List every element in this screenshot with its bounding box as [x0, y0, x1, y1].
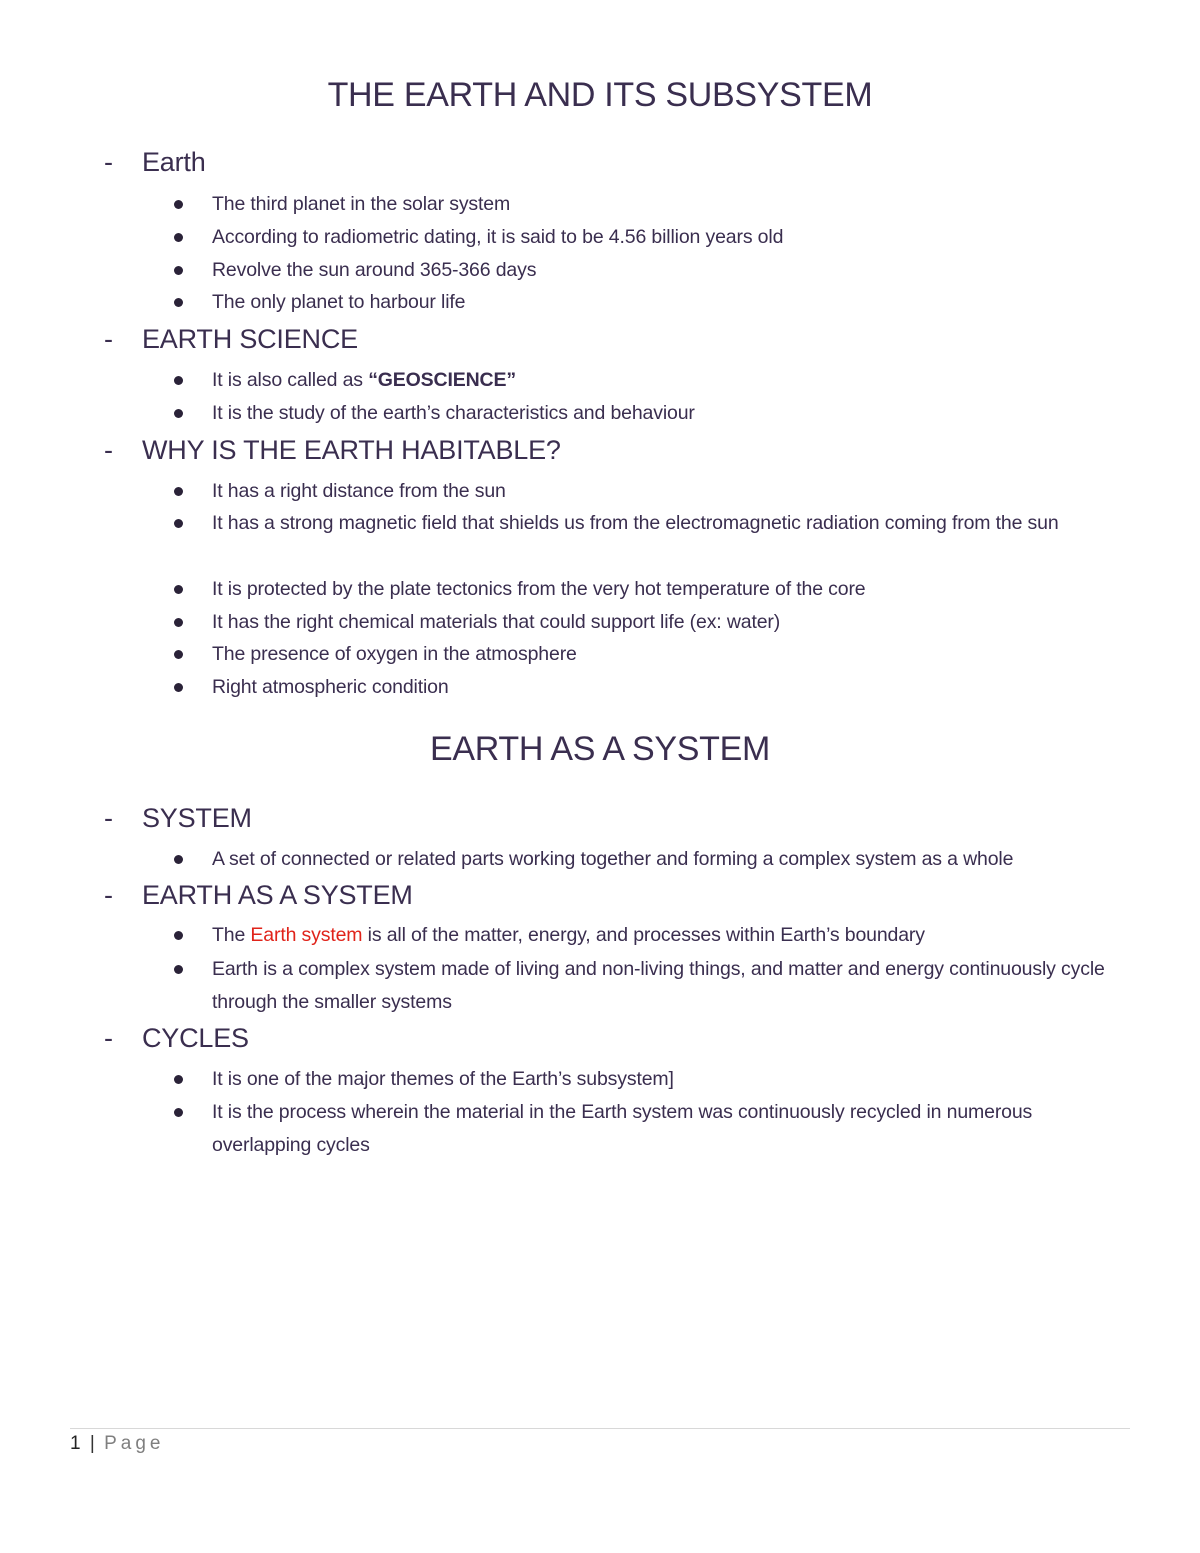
- page-number: 1: [70, 1433, 81, 1454]
- list-item-text: is all of the matter, energy, and processes within Earth’s boundary: [362, 924, 925, 946]
- list-item: [212, 397, 1122, 430]
- list-item: [212, 953, 1122, 1018]
- list-item: [212, 919, 1122, 952]
- list-item-text: It has a right distance from the sun: [212, 480, 506, 502]
- earth-system-term: Earth system: [250, 924, 363, 946]
- list-item-text: A set of connected or related parts working together and forming a complex system as a whole: [212, 848, 1014, 870]
- bullet-icon: [174, 855, 183, 864]
- dash-marker: -: [104, 803, 113, 833]
- bullet-icon: [174, 376, 183, 385]
- list-item-text: It is one of the major themes of the Earth’s subsystem]: [212, 1068, 674, 1090]
- section-heading-earth: [104, 147, 206, 178]
- bullet-icon: [174, 409, 183, 418]
- section-heading-label: EARTH AS A SYSTEM: [142, 880, 413, 910]
- section-heading-habitable: [104, 435, 561, 466]
- section-heading-system: [104, 803, 252, 834]
- dash-marker: -: [104, 1023, 113, 1053]
- list-item-text: The third planet in the solar system: [212, 193, 511, 215]
- bullet-icon: [174, 931, 183, 940]
- list-item: [212, 286, 1122, 319]
- list-item: [212, 1096, 1122, 1161]
- list-item: [212, 254, 1122, 287]
- section-heading-label: CYCLES: [142, 1023, 249, 1053]
- list-item: [212, 507, 1122, 540]
- section-title-earth-as-a-system: EARTH AS A SYSTEM: [429, 730, 771, 768]
- section-heading-cycles: [104, 1023, 249, 1054]
- list-item: [212, 188, 1122, 221]
- section-heading-label: WHY IS THE EARTH HABITABLE?: [142, 435, 561, 465]
- list-item-text: Right atmospheric condition: [212, 676, 449, 698]
- list-item: [212, 475, 1122, 508]
- dash-marker: -: [104, 435, 113, 465]
- bullet-icon: [174, 618, 183, 627]
- page-label: Page: [104, 1433, 165, 1454]
- section-heading-earth-science: [104, 324, 358, 355]
- bullet-icon: [174, 200, 183, 209]
- list-item-text: The: [212, 924, 251, 946]
- bullet-icon: [174, 683, 183, 692]
- list-item: [212, 606, 1122, 639]
- geoscience-term: “GEOSCIENCE”: [368, 369, 516, 391]
- list-item-text: According to radiometric dating, it is said to be 4.56 billion years old: [212, 226, 784, 248]
- bullet-icon: [174, 233, 183, 242]
- bullet-icon: [174, 965, 183, 974]
- bullet-icon: [174, 487, 183, 496]
- bullet-icon: [174, 519, 183, 528]
- list-item: [212, 364, 1122, 397]
- list-item-text: It is protected by the plate tectonics from the very hot temperature of the core: [212, 578, 866, 600]
- list-item-text: The only planet to harbour life: [212, 291, 466, 313]
- bullet-icon: [174, 1075, 183, 1084]
- bullet-icon: [174, 1108, 183, 1117]
- bullet-icon: [174, 650, 183, 659]
- list-item-text: It is the study of the earth’s characteristics and behaviour: [212, 402, 695, 424]
- dash-marker: -: [104, 147, 113, 177]
- list-item: [212, 221, 1122, 254]
- list-item-text: Earth is a complex system made of living and non-living things, and matter and energy continuously cycle through the smaller systems: [212, 958, 1105, 1013]
- document-title: THE EARTH AND ITS SUBSYSTEM: [327, 76, 873, 114]
- list-item-text: It is also called as: [212, 369, 369, 391]
- bullet-icon: [174, 585, 183, 594]
- footer-separator: |: [89, 1433, 95, 1454]
- list-item: [212, 573, 1122, 606]
- section-heading-label: Earth: [142, 147, 206, 177]
- list-item-text: It has the right chemical materials that could support life (ex: water): [212, 611, 781, 633]
- list-item-text: It has a strong magnetic field that shields us from the electromagnetic radiation coming from the sun: [212, 512, 1059, 534]
- list-item-text: Revolve the sun around 365-366 days: [212, 259, 537, 281]
- list-item-text: It is the process wherein the material in the Earth system was continuously recycled in numerous overlapping cycles: [212, 1101, 1033, 1156]
- section-heading-earth-as-a-system: [104, 880, 413, 911]
- footer-divider: [70, 1428, 1130, 1429]
- dash-marker: -: [104, 324, 113, 354]
- section-heading-label: EARTH SCIENCE: [142, 324, 358, 354]
- list-item: [212, 1063, 1122, 1096]
- section-heading-label: SYSTEM: [142, 803, 252, 833]
- list-item: [212, 671, 1122, 704]
- page-footer: [70, 1433, 164, 1455]
- list-item: [212, 843, 1122, 876]
- bullet-icon: [174, 298, 183, 307]
- list-item: [212, 638, 1122, 671]
- bullet-icon: [174, 266, 183, 275]
- dash-marker: -: [104, 880, 113, 910]
- list-item-text: The presence of oxygen in the atmosphere: [212, 643, 577, 665]
